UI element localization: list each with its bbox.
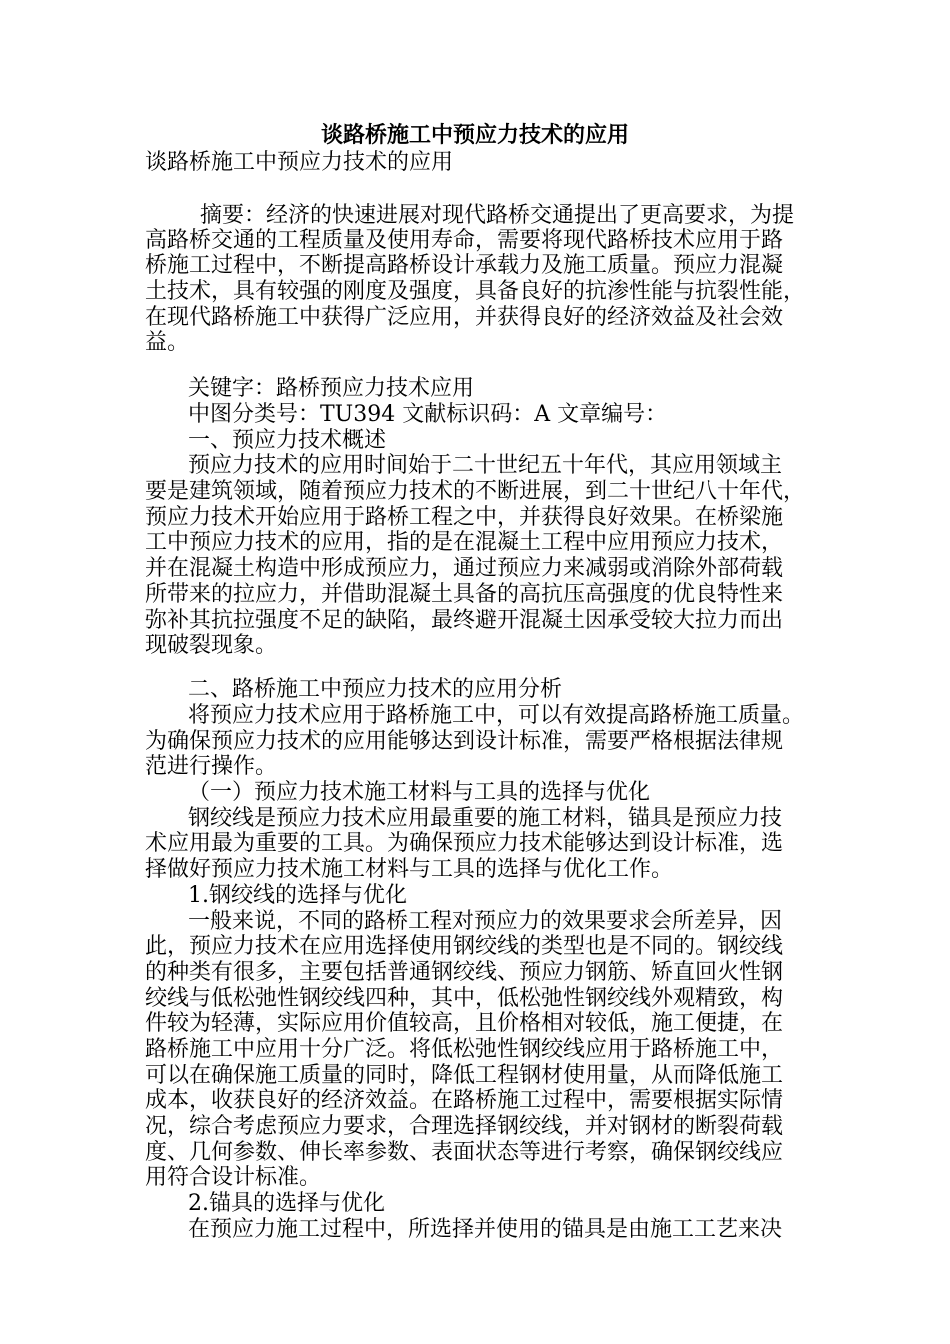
body-line: 绞线与低松弛性钢绞线四种，其中，低松弛性钢绞线外观精致，构 [145,986,784,1011]
body-line: 一般来说，不同的路桥工程对预应力的效果要求会所差异，因 [188,909,783,934]
body-line: 桥施工过程中，不断提高路桥设计承载力及施工质量。预应力混凝 [145,253,784,278]
body-line: 预应力技术的应用时间始于二十世纪五十年代，其应用领域主 [188,453,783,478]
body-line: 择做好预应力技术施工材料与工具的选择与优化工作。 [145,857,674,882]
body-line: 件较为轻薄，实际应用价值较高，且价格相对较低，施工便捷，在 [145,1011,784,1036]
body-line: 为确保预应力技术的应用能够达到设计标准，需要严格根据法律规 [145,729,784,754]
body-line: 在预应力施工过程中，所选择并使用的锚具是由施工工艺来决 [188,1217,783,1242]
body-line: 并在混凝土构造中形成预应力，通过预应力来减弱或消除外部荷载 [145,556,784,581]
body-line: 术应用最为重要的工具。为确保预应力技术能够达到设计标准，选 [145,831,784,856]
body-line: 预应力技术开始应用于路桥工程之中，并获得良好效果。在桥梁施 [145,505,784,530]
body-line: 将预应力技术应用于路桥施工中，可以有效提高路桥施工质量。 [188,703,805,728]
body-line: 谈路桥施工中预应力技术的应用 [145,150,454,175]
body-line: 度、几何参数、伸长率参数、表面状态等进行考察，确保钢绞线应 [145,1140,784,1165]
body-line: 要是建筑领域，随着预应力技术的不断进展，到二十世纪八十年代， [145,479,806,504]
body-line: 摘要：经济的快速进展对现代路桥交通提出了更高要求，为提 [200,203,795,228]
body-line: 路桥施工中应用十分广泛。将低松弛性钢绞线应用于路桥施工中， [145,1037,784,1062]
body-line: 的种类有很多，主要包括普通钢绞线、预应力钢筋、矫直回火性钢 [145,960,784,985]
body-line: 用符合设计标准。 [145,1165,322,1190]
document-title: 谈路桥施工中预应力技术的应用 [320,122,629,148]
body-line: 范进行操作。 [145,754,278,779]
body-line: 弥补其抗拉强度不足的缺陷，最终避开混凝土因承受较大拉力而出 [145,608,784,633]
body-line: 关键字：路桥预应力技术应用 [188,376,475,401]
body-line: 成本，收获良好的经济效益。在路桥施工过程中，需要根据实际情 [145,1088,784,1113]
body-line: 益。 [145,330,190,355]
body-line: 二、路桥施工中预应力技术的应用分析 [188,677,563,702]
body-line: 现破裂现象。 [145,633,278,658]
body-line: 所带来的拉应力，并借助混凝土具备的高抗压高强度的优良特性来 [145,582,784,607]
body-line: 可以在确保施工质量的同时，降低工程钢材使用量，从而降低施工 [145,1063,784,1088]
body-line: 1.钢绞线的选择与优化 [188,883,407,908]
body-line: 况，综合考虑预应力要求，合理选择钢绞线，并对钢材的断裂荷载 [145,1114,784,1139]
body-line: 在现代路桥施工中获得广泛应用，并获得良好的经济效益及社会效 [145,305,784,330]
body-line: 钢绞线是预应力技术应用最重要的施工材料，锚具是预应力技 [188,806,783,831]
body-line: 高路桥交通的工程质量及使用寿命，需要将现代路桥技术应用于路 [145,228,784,253]
body-line: 工中预应力技术的应用，指的是在混凝土工程中应用预应力技术， [145,530,784,555]
body-line: 此，预应力技术在应用选择使用钢绞线的类型也是不同的。钢绞线 [145,934,784,959]
body-line: （一）预应力技术施工材料与工具的选择与优化 [188,780,651,805]
body-line: 土技术，具有较强的刚度及强度，具备良好的抗渗性能与抗裂性能， [145,279,806,304]
body-line: 2.锚具的选择与优化 [188,1191,385,1216]
body-line: 中图分类号：TU394 文献标识码：A 文章编号： [188,402,668,427]
body-line: 一、预应力技术概述 [188,428,387,453]
